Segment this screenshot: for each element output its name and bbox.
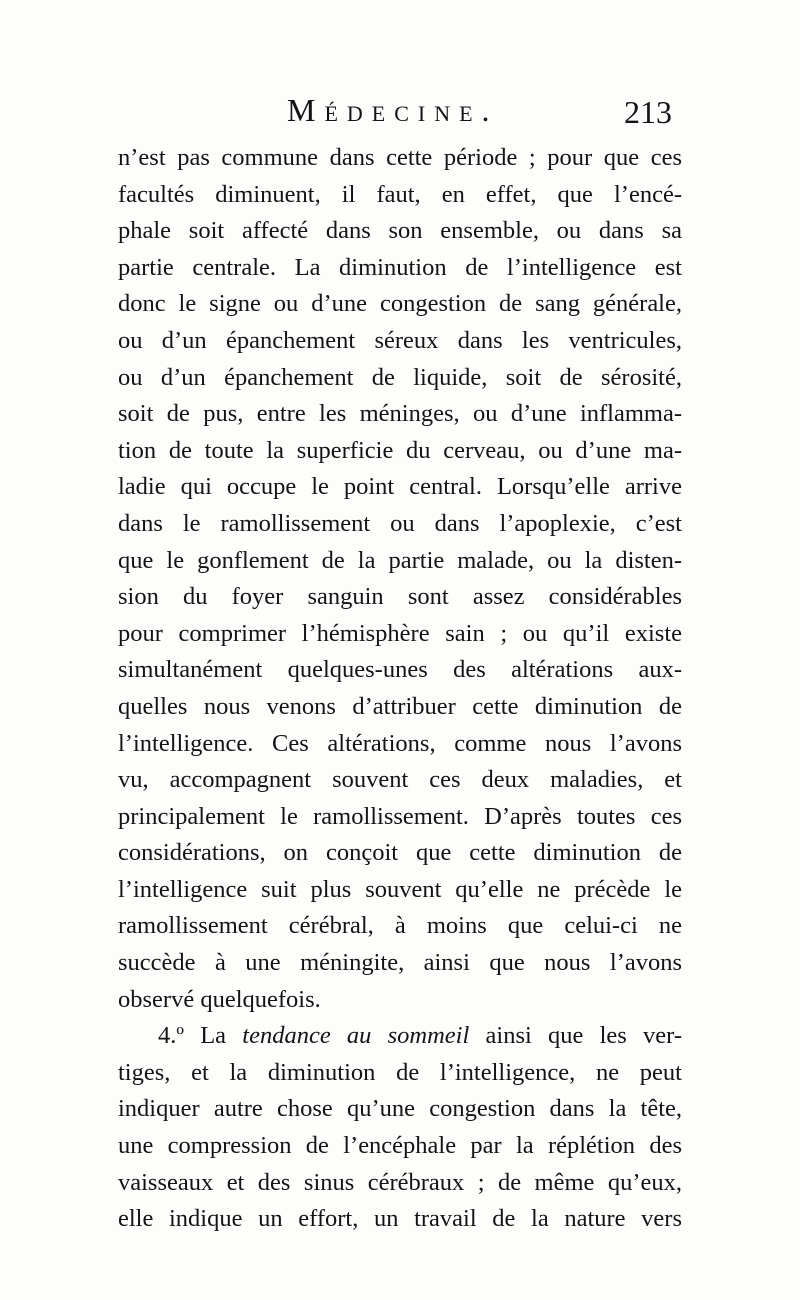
running-head <box>0 84 800 130</box>
text-line: une compression de l’encéphale par la réplétion des <box>118 1132 682 1160</box>
text-line: facultés diminuent, il faut, en effet, que l’encé- <box>118 180 682 208</box>
text-line: phale soit affecté dans son ensemble, ou dans sa <box>118 217 682 245</box>
text-line: pour comprimer l’hémisphère sain ; ou qu’il existe <box>118 619 682 647</box>
text-line: ou d’un épanchement séreux dans les ventricules, <box>118 326 682 354</box>
body-text <box>118 140 682 1238</box>
page-number: 213 <box>624 94 672 130</box>
text-line: vaisseaux et des sinus cérébraux ; de même qu’eux, <box>118 1168 682 1196</box>
text-line: que le gonflement de la partie malade, ou la disten- <box>118 546 682 574</box>
text-line: indiquer autre chose qu’une congestion dans la tête, <box>118 1095 682 1123</box>
paragraph-number: 4.º La <box>158 1022 243 1050</box>
text-line: dans le ramollissement ou dans l’apoplexie, c’est <box>118 509 682 537</box>
paragraph-opening-line <box>118 1018 682 1055</box>
text-line: ladie qui occupe le point central. Lorsqu’elle arrive <box>118 473 682 501</box>
text-line: quelles nous venons d’attribuer cette diminution de <box>118 692 682 720</box>
text-line: l’intelligence. Ces altérations, comme nous l’avons <box>118 729 682 757</box>
text-line: sion du foyer sanguin sont assez considérables <box>118 583 682 611</box>
text-line: simultanément quelques-unes des altérations aux- <box>118 656 682 684</box>
emphasized-phrase: tendance au sommeil <box>242 1022 470 1050</box>
paragraph-end-line: observé quelquefois. <box>118 985 321 1013</box>
text-line: vu, accompagnent souvent ces deux maladies, et <box>118 766 682 794</box>
text-line: ou d’un épanchement de liquide, soit de sérosité, <box>118 363 682 391</box>
running-title: Médecine. <box>287 92 499 128</box>
text-line: considérations, on conçoit que cette diminution de <box>118 839 682 867</box>
text-line: n’est pas commune dans cette période ; pour que ces <box>118 144 682 171</box>
text-run: ainsi que les ver- <box>469 1022 682 1050</box>
text-line: tion de toute la superficie du cerveau, ou d’une ma- <box>118 436 682 464</box>
text-line: elle indique un effort, un travail de la nature vers <box>118 1205 682 1233</box>
text-line: l’intelligence suit plus souvent qu’elle ne précède le <box>118 875 682 903</box>
text-line: donc le signe ou d’une congestion de sang générale, <box>118 290 682 318</box>
text-line: soit de pus, entre les méninges, ou d’une inflamma- <box>118 400 682 428</box>
text-line: tiges, et la diminution de l’intelligence, ne peut <box>118 1058 682 1086</box>
text-line: partie centrale. La diminution de l’intelligence est <box>118 253 682 281</box>
text-line: succède à une méningite, ainsi que nous l’avons <box>118 949 682 977</box>
text-line: ramollissement cérébral, à moins que celui-ci ne <box>118 912 682 940</box>
text-line: principalement le ramollissement. D’après toutes ces <box>118 802 682 830</box>
